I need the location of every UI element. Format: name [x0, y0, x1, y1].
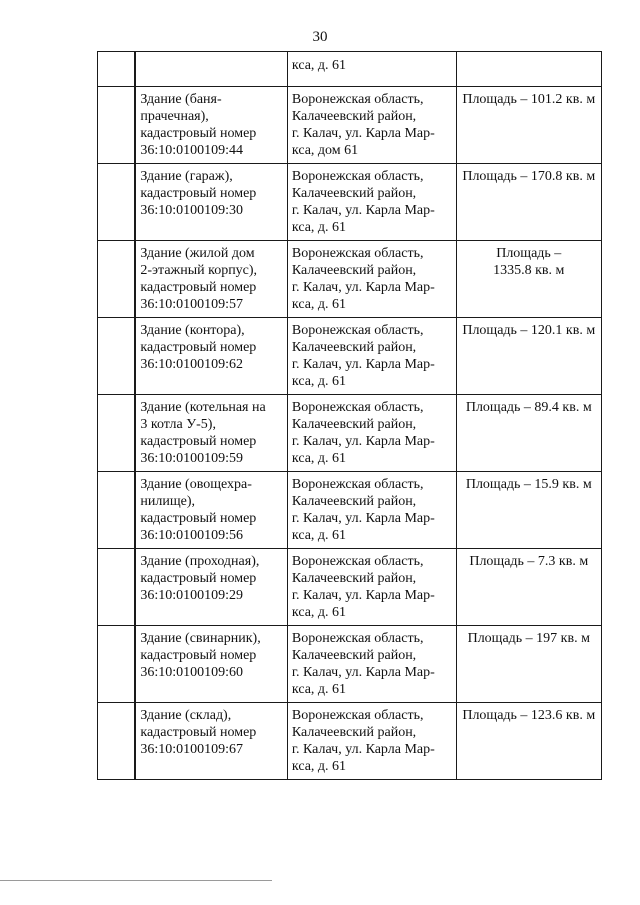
object-name-line: Здание (баня-	[140, 92, 222, 107]
address-cell	[287, 549, 456, 626]
area-line: Площадь – 197 кв. м	[467, 631, 590, 646]
object-name-cell	[136, 395, 288, 472]
area-cell	[456, 52, 601, 87]
area-cell	[456, 395, 601, 472]
row-number-cell	[98, 549, 135, 626]
area-line: Площадь – 101.2 кв. м	[462, 92, 596, 107]
area-line: Площадь – 89.4 кв. м	[465, 400, 592, 415]
address-line: Воронежская область,	[291, 323, 424, 338]
row-number-cell	[98, 395, 135, 472]
row-number-cell	[98, 318, 135, 395]
area-line: Площадь – 15.9 кв. м	[465, 477, 592, 492]
table-row	[98, 87, 602, 164]
address-line: г. Калач, ул. Карла Мар-	[291, 511, 435, 526]
object-name-line: Здание (проходная),	[140, 554, 260, 569]
row-number-cell	[98, 241, 135, 318]
area-cell	[456, 318, 601, 395]
address-line: Воронежская область,	[291, 631, 424, 646]
address-cell	[287, 164, 456, 241]
object-name-line: Здание (контора),	[140, 323, 245, 338]
object-name-line: 36:10:0100109:44	[140, 143, 244, 158]
address-line: Воронежская область,	[291, 169, 424, 184]
area-line: Площадь –	[496, 246, 562, 261]
object-name-line: 36:10:0100109:62	[140, 357, 244, 372]
address-line: Воронежская область,	[291, 554, 424, 569]
object-name-line: кадастровый номер	[140, 511, 257, 526]
row-number-cell	[98, 626, 135, 703]
row-number-cell	[98, 87, 135, 164]
object-name-line: Здание (гараж),	[140, 169, 233, 184]
address-line: Воронежская область,	[291, 92, 424, 107]
object-name-line: кадастровый номер	[140, 186, 257, 201]
footer-rule	[0, 880, 272, 881]
object-name-cell	[136, 318, 288, 395]
table-row	[98, 472, 602, 549]
object-name-line: 36:10:0100109:29	[140, 588, 244, 603]
address-line: г. Калач, ул. Карла Мар-	[291, 434, 435, 449]
object-name-line: кадастровый номер	[140, 434, 257, 449]
table-row	[98, 318, 602, 395]
address-line: кса, д. 61	[291, 528, 347, 543]
address-line: Калачеевский район,	[291, 494, 417, 509]
address-line: г. Калач, ул. Карла Мар-	[291, 742, 435, 757]
object-name-cell	[136, 87, 288, 164]
row-number-cell	[98, 472, 135, 549]
object-name-line: 3 котла У-5),	[140, 417, 216, 432]
row-number-cell	[98, 703, 135, 780]
address-line: Воронежская область,	[291, 246, 424, 261]
page-number: 30	[312, 29, 328, 45]
object-name-line: прачечная),	[140, 109, 209, 124]
address-line: кса, д. 61	[291, 682, 347, 697]
object-name-line: кадастровый номер	[140, 571, 257, 586]
address-line: кса, д. 61	[291, 297, 347, 312]
address-line: Калачеевский район,	[291, 186, 417, 201]
object-name-line: 2-этажный корпус),	[140, 263, 258, 278]
address-cell	[287, 87, 456, 164]
area-line: Площадь – 170.8 кв. м	[462, 169, 596, 184]
object-name-cell	[136, 703, 288, 780]
area-cell	[456, 703, 601, 780]
area-cell	[456, 164, 601, 241]
object-name-line: 36:10:0100109:60	[140, 665, 244, 680]
object-name-line: кадастровый номер	[140, 340, 257, 355]
area-line: Площадь – 123.6 кв. м	[462, 708, 596, 723]
object-name-line: Здание (котельная на	[140, 400, 266, 415]
table-row	[98, 241, 602, 318]
area-cell	[456, 87, 601, 164]
area-cell	[456, 241, 601, 318]
address-line: кса, д. 61	[291, 759, 347, 774]
table-row	[98, 549, 602, 626]
address-line: г. Калач, ул. Карла Мар-	[291, 357, 435, 372]
object-name-cell	[136, 549, 288, 626]
object-name-line: Здание (свинарник),	[140, 631, 261, 646]
property-table	[97, 51, 602, 780]
object-name-line: Здание (овощехра-	[140, 477, 252, 492]
address-line: г. Калач, ул. Карла Мар-	[291, 126, 435, 141]
object-name-line: кадастровый номер	[140, 725, 257, 740]
address-cell	[287, 472, 456, 549]
row-number-cell	[98, 164, 135, 241]
address-cell	[287, 626, 456, 703]
address-cell	[287, 241, 456, 318]
object-name-line: нилище),	[140, 494, 195, 509]
address-line: г. Калач, ул. Карла Мар-	[291, 588, 435, 603]
address-line: Калачеевский район,	[291, 417, 417, 432]
object-name-line: 36:10:0100109:56	[140, 528, 244, 543]
address-line: Калачеевский район,	[291, 340, 417, 355]
object-name-line: 36:10:0100109:59	[140, 451, 244, 466]
area-line: Площадь – 120.1 кв. м	[462, 323, 596, 338]
address-cell	[287, 52, 456, 87]
table-row-continuation	[98, 52, 602, 87]
table-row	[98, 395, 602, 472]
area-cell	[456, 549, 601, 626]
object-name-cell	[136, 626, 288, 703]
address-line: кса, д. 61	[291, 374, 347, 389]
object-name-line: кадастровый номер	[140, 126, 257, 141]
object-name-cell	[136, 472, 288, 549]
address-cell	[287, 703, 456, 780]
object-name-line: Здание (склад),	[140, 708, 232, 723]
object-name-line: 36:10:0100109:30	[140, 203, 244, 218]
address-line: кса, д. 61	[291, 451, 347, 466]
object-name-line: кадастровый номер	[140, 648, 257, 663]
address-line: Калачеевский район,	[291, 109, 417, 124]
address-line: г. Калач, ул. Карла Мар-	[291, 665, 435, 680]
object-name-cell	[136, 241, 288, 318]
area-line: Площадь – 7.3 кв. м	[469, 554, 589, 569]
address-line: Калачеевский район,	[291, 648, 417, 663]
address-cell	[287, 318, 456, 395]
address-line: кса, дом 61	[291, 143, 359, 158]
object-name-cell	[136, 52, 288, 87]
area-cell	[456, 472, 601, 549]
table-row	[98, 164, 602, 241]
row-number-cell	[98, 52, 135, 87]
area-line: 1335.8 кв. м	[493, 263, 565, 278]
property-table-body	[98, 52, 602, 780]
address-line: кса, д. 61	[291, 58, 347, 73]
address-line: Воронежская область,	[291, 477, 424, 492]
address-line: Воронежская область,	[291, 400, 424, 415]
area-cell	[456, 626, 601, 703]
table-row	[98, 703, 602, 780]
address-line: Воронежская область,	[291, 708, 424, 723]
address-line: Калачеевский район,	[291, 571, 417, 586]
object-name-line: 36:10:0100109:67	[140, 742, 244, 757]
object-name-line: Здание (жилой дом	[140, 246, 255, 261]
address-line: кса, д. 61	[291, 220, 347, 235]
address-cell	[287, 395, 456, 472]
address-line: кса, д. 61	[291, 605, 347, 620]
address-line: Калачеевский район,	[291, 263, 417, 278]
address-line: Калачеевский район,	[291, 725, 417, 740]
table-row	[98, 626, 602, 703]
object-name-line: 36:10:0100109:57	[140, 297, 244, 312]
address-line: г. Калач, ул. Карла Мар-	[291, 203, 435, 218]
address-line: г. Калач, ул. Карла Мар-	[291, 280, 435, 295]
object-name-cell	[136, 164, 288, 241]
object-name-line: кадастровый номер	[140, 280, 257, 295]
